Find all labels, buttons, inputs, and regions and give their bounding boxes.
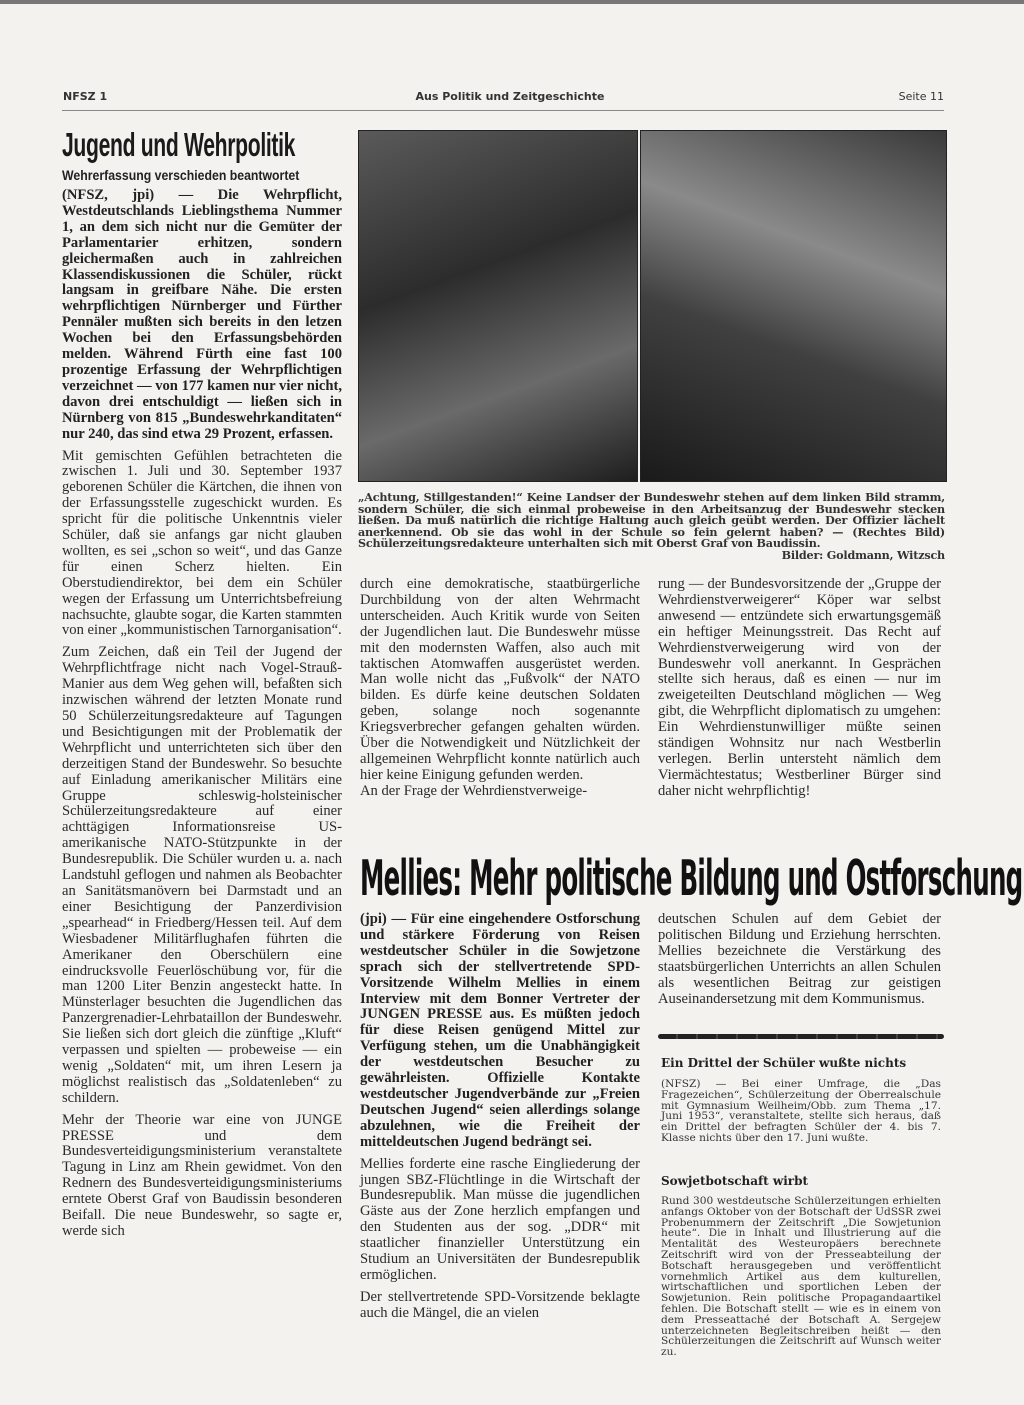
- photo-caption: [358, 492, 945, 562]
- article-column-2: [360, 577, 640, 806]
- article-paragraph: Mit gemischten Gefühlen betrachteten die zwischen 1. Juli und 30. September 1937 geborenen Schüler die Kärtchen, die ihnen von der Erfassungsstelle zugeschickt wurden. Es spricht für die politische Unkenntnis vieler Schüler, daß sie anfangs gar nicht glauben wollten, es sei „schon so weit“, und das Ganze für einen Scherz hielten. Ein Oberstudiendirektor, bei dem ein Schüler wegen der Erfassung um Unterrichtsbefreiung nachsuchte, glaubte sogar, die Karten stammten von einer „kommunistischen Tarnorganisation“.: [62, 447, 342, 639]
- section-divider: [658, 1034, 944, 1039]
- article2-paragraph: Mellies forderte eine rasche Eingliederung der jungen SBZ-Flüchtlinge in die Wirtschaft der Bundesrepublik. Man müsse die jugendlichen Gäste aus der Zone herzlich empfangen und den Studenten aus der sog. „DDR“ mit staatlicher finanzieller Unterstützung ein Studium an Universitäten der Bundesrepublik ermöglichen.: [360, 1155, 640, 1283]
- article-lead: (NFSZ, jpi) — Die Wehrpflicht, Westdeutschlands Lieblingsthema Nummer 1, an dem sich nicht nur die Gemüter der Parlamentarier erhitzen, sondern gleichermaßen auch in zahlreichen Klassendiskussionen die Schüler, rückt langsam in greifbare Nähe. Die ersten wehrpflichtigen Nürnberger und Fürther Pennäler mußten sich bereits in den letzen Wochen bei den Erfassungsbehörden melden. Während Fürth eine fast 100 prozentige Erfassung der Wehrpflichtigen verzeichnet — von 177 kamen nur vier nicht, davon drei entschuldigt — ließen sich in Nürnberg von 815 „Bundeswehrkanditaten“ nur 240, das sind etwa 29 Prozent, erfassen.: [62, 187, 342, 442]
- section-title: Aus Politik und Zeitgeschichte: [415, 90, 605, 103]
- article2-paragraph: deutschen Schulen auf dem Gebiet der politischen Bildung und Erziehung herrschten. Mellies bezeichnete die Verstärkung des staatsbürgerlichen Unterrichts an allen Schulen als wesentlichen Beitrag zur geistigen Auseinandersetzung mit dem Kommunismus.: [658, 911, 941, 1007]
- article-paragraph: Zum Zeichen, daß ein Teil der Jugend der Wehrpflichtfrage nicht nach Vogel-Strauß-Manier aus dem Weg gehen will, befaßten sich inzwischen während der letzten Monate rund 50 Schülerzeitungsredakteure auf Tagungen und Besichtigungen mit der Problematik der Wehrpflicht und unterrichteten sich über den derzeitigen Stand der Bundeswehr. So besuchte auf Einladung amerikanischer Militärs eine Gruppe schleswig-holsteinischer Schülerzeitungsredakteure auf einer achttägigen Informationsreise US-amerikanische NATO-Stützpunkte in der Bundesrepublik. Die Schüler wurden u. a. nach Landstuhl geflogen und nahmen als Beobachter an Sanitätsmanövern bei Darmstadt und an einer Besichtigung der Panzerdivision „spearhead“ in Friedberg/Hessen teil. Auf dem Wiesbadener Militärflughafen führten die Amerikaner den Oberschülern eine eindrucksvolle Feuerlöschübung vor, für die man 1200 Liter Benzin angesteckt hatte. In Münsterlager besuchten die Jugendlichen das Panzergrenadier-Lehrbataillon der Bundeswehr. Sie ließen sich dort gleich die zünftige „Kluft“ verpassen und spielten — probeweise — ein wenig „Soldaten“ mit, um ihren Lesern ja möglichst realistisch das „Soldatenleben“ zu schildern.: [62, 644, 342, 1106]
- header-rule: [62, 110, 944, 111]
- article2-lead: (jpi) — Für eine eingehendere Ostforschung und stärkere Förderung von Reisen westdeutscher Schüler in die Sowjetzone sprach sich der stellvertretende SPD-Vorsitzende Wilhelm Mellies in einem Interview mit dem Bonner Vertreter der JUNGEN PRESSE aus. Es müßten jedoch für diese Reisen genügend Mittel zur Verfügung stehen, um die Unabhängigkeit der westdeutschen Besucher zu gewährleisten. Offizielle Kontakte westdeutscher Jugendverbände zur „Freien Deutschen Jugend“ seien allerdings solange abzulehnen, wie die Freiheit der mitteldeutschen Jugend bedrängt sei.: [360, 911, 640, 1150]
- article-headline: Jugend und Wehrpolitik: [62, 126, 296, 163]
- photo-credit: Bilder: Goldmann, Witzsch: [781, 547, 945, 562]
- photo-students-uniform: [358, 130, 638, 482]
- article-subheadline: Wehrerfassung verschieden beantwortet: [62, 168, 300, 183]
- article2-column-2: [658, 912, 941, 1013]
- caption-text: „Achtung, Stillgestanden!“ Keine Landser der Bundeswehr stehen auf dem linken Bild stramm, sondern Schüler, die sich einmal probeweise in den Arbeitsanzug der Bundeswehr stecken ließen. Da muß natürlich die richtige Haltung auch gleich geübt werden. Der Offizier lächelt anerkennend. Ob sie das wohl in der Schule so fein gelernt haben? — (Rechtes Bild) Schülerzeitungsredakteure unterhalten sich mit Oberst Graf von Baudissin.: [358, 490, 945, 551]
- brief2-text: Rund 300 westdeutsche Schülerzeitungen erhielten anfangs Oktober von der Botschaft der UdSSR zwei Probenummern der Zeitschrift „Die Sowjetunion heute“. Die in Inhalt und Illustrierung auf die Mentalität des Westeuropäers berechnete Zeitschrift wird von der Presseabteilung der Botschaft herausgegeben und veröffentlicht vornehmlich Artikel aus dem kulturellen, wirtschaftlichen und sportlichen Leben der Sowjetunion. Rein politische Propagandaartikel fehlen. Die Botschaft stellt — wie es in einem von dem Presseattaché der Botschaft A. Sergejew unterzeichneten Begleitschreiben heißt — den Schülerzeitungen die Zeitschrift auf Wunsch weiter zu.: [661, 1195, 941, 1359]
- issue-label: NFSZ 1: [63, 90, 108, 103]
- article-paragraph: Mehr der Theorie war eine von JUNGE PRESSE und dem Bundesverteidigungsministerium veranstaltete Tagung in Linz am Rhein gewidmet. Von den Rednern des Bundesverteidigungsministeriums erntete Oberst Graf von Baudissin besonderen Beifall. Die neue Bundeswehr, so sagte er, werde sich: [62, 1111, 342, 1239]
- brief2-headline: Sowjetbotschaft wirbt: [661, 1174, 809, 1188]
- article-column-3: [658, 577, 941, 806]
- brief1-text: (NFSZ) — Bei einer Umfrage, die „Das Fragezeichen“, Schülerzeitung der Oberrealschule mit Gymnasium Weilheim/Obb. zum Thema „17. Juni 1953“, veranstaltete, stellte sich heraus, daß ein Drittel der befragten Schüler der 4. bis 7. Klasse nichts über den 17. Juni wußte.: [661, 1078, 941, 1144]
- article2-headline: Mellies: Mehr politische Bildung und Ostforschung: [360, 850, 1023, 908]
- article2-column-1: [360, 912, 640, 1328]
- article-paragraph: durch eine demokratische, staatbürgerliche Durchbildung von der alten Wehrmacht unterscheiden. Auch Kritik wurde von Seiten der Jugendlichen laut. Die Bundeswehr müsse mit den modernsten Waffen, also auch mit taktischen Atomwaffen ausgerüstet werden. Man wolle nicht das „Fußvolk“ der NATO bilden. Es dürfe keine deutschen Soldaten geben, solange noch sogenannte Kriegsverbrecher gefangen gehalten würden. Über die Notwendigkeit und Nützlichkeit der allgemeinen Wehrpflicht konnte natürlich auch hier keine Einigung gefunden werden.: [360, 576, 640, 783]
- article-column-1: [62, 188, 342, 1246]
- article2-paragraph: Der stellvertretende SPD-Vorsitzende beklagte auch die Mängel, die an vielen: [360, 1288, 640, 1321]
- photo-baudissin: [640, 130, 947, 482]
- scan-edge: [0, 0, 1024, 4]
- page-number: Seite 11: [898, 90, 944, 103]
- article-paragraph: An der Frage der Wehrdienstverweige-: [360, 782, 588, 799]
- brief1-headline: Ein Drittel der Schüler wußte nichts: [661, 1056, 907, 1070]
- article-paragraph: rung — der Bundesvorsitzende der „Gruppe der Wehrdienstverweigerer“ Köper war selbst anwesend — entzündete sich erwartungsgemäß ein heftiger Meinungsstreit. Das Recht auf Wehrdienstverweigerung wird von der Bundeswehr voll anerkannt. In Gesprächen stellte sich heraus, daß es einen — nur im zweigeteilten Deutschland möglichen — Weg gibt, die Wehrpflicht diplomatisch zu umgehen: Ein Wehrdienstunwilliger müßte seinen ständigen Wohnsitz nur nach Westberlin verlegen. Berlin untersteht nämlich dem Viermächtestatus; Westberliner Bürger sind daher nicht wehrpflichtig!: [658, 576, 941, 799]
